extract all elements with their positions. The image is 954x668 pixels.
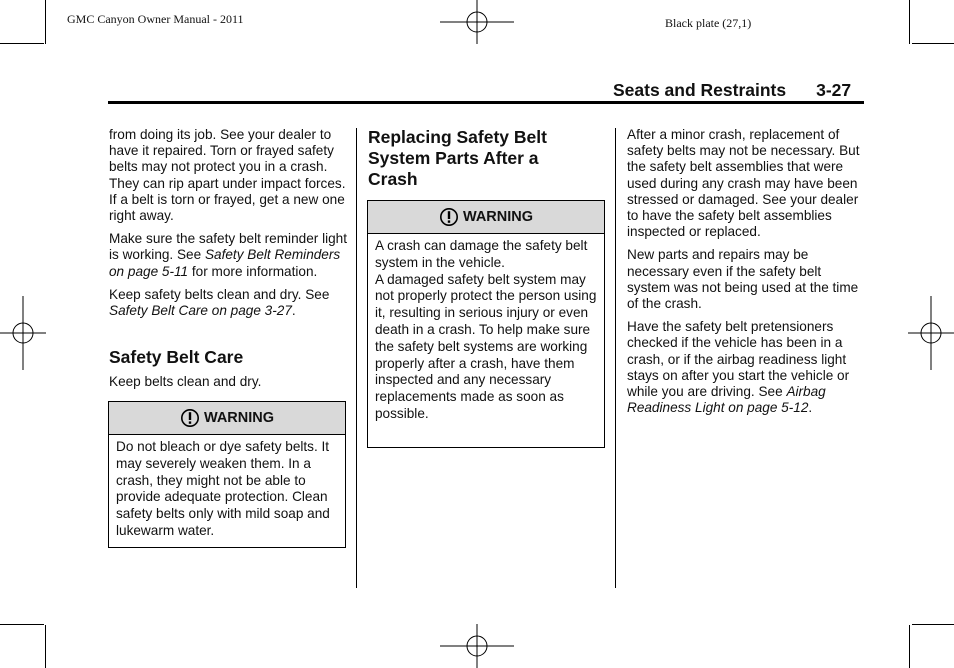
section-title: Seats and Restraints xyxy=(613,80,787,100)
warning-text: Do not bleach or dye safety belts. It may severely weaken them. In a crash, they might not be able to provide adequate protection. Clean safety belts only with mild soap and lukewarm water. xyxy=(116,439,330,538)
warning-label: WARNING xyxy=(203,410,275,426)
paragraph-block xyxy=(109,374,349,397)
warning-body xyxy=(368,234,604,423)
cross-reference: Airbag Readiness Light on page 5-12 xyxy=(627,384,826,416)
paragraph: Have the safety belt pretensioners checked if the vehicle has been in a crash, or if the airbag readiness light stays on after you start the vehicle or while you are driving. See Airbag Readiness Light on page 5-12. xyxy=(627,319,850,416)
warning-box xyxy=(108,401,346,548)
cross-reference: Safety Belt Care on page 3-27 xyxy=(109,303,292,319)
crop-mark xyxy=(909,0,910,44)
warning-body xyxy=(109,435,345,540)
header-rule xyxy=(108,101,864,104)
paragraph: Keep safety belts clean and dry. See Safety Belt Care on page 3-27. xyxy=(109,286,330,319)
column-divider xyxy=(615,128,616,588)
crop-mark xyxy=(912,43,954,44)
column-1 xyxy=(109,127,349,326)
crop-mark xyxy=(45,0,46,44)
warning-header xyxy=(109,402,345,435)
paragraph: from doing its job. See your dealer to have it repaired. Torn or frayed safety belts may not protect you in a crash. They can rip apart under impact forces. If a belt is torn or frayed, get a new one right away. xyxy=(109,127,346,224)
page-number: 3-27 xyxy=(816,80,852,100)
warning-text: A crash can damage the safety belt system in the vehicle. xyxy=(375,238,588,270)
warning-text: A damaged safety belt system may not properly protect the person using it, resulting in serious injury or even death in a crash. To help make sure the safety belt systems are working properly after a crash, have them inspected and any necessary replacements made as soon as possible. xyxy=(375,271,597,421)
crop-mark xyxy=(0,43,44,44)
warning-box xyxy=(367,200,605,448)
warning-label: WARNING xyxy=(462,209,534,225)
registration-mark-icon xyxy=(908,296,954,370)
warning-icon xyxy=(439,207,459,227)
paragraph: Make sure the safety belt reminder light is working. See Safety Belt Reminders on page 5-11 for more information. xyxy=(109,231,348,279)
registration-mark-icon xyxy=(440,0,514,44)
crop-mark xyxy=(45,625,46,668)
column-3 xyxy=(627,127,867,423)
registration-mark-icon xyxy=(440,624,514,668)
crop-mark xyxy=(0,624,44,625)
plate-label: Black plate (27,1) xyxy=(665,16,752,30)
paragraph: After a minor crash, replacement of safety belts may not be necessary. But the safety belt assemblies that were used during any crash may have been stressed or damaged. See your dealer to have the safety belt assemblies inspected or replaced. xyxy=(627,127,860,240)
paragraph: New parts and repairs may be necessary even if the safety belt system was not being used at the time of the crash. xyxy=(627,247,859,312)
section-header xyxy=(613,80,851,101)
crop-mark xyxy=(912,624,954,625)
paragraph: Keep belts clean and dry. xyxy=(109,374,262,389)
warning-header xyxy=(368,201,604,234)
manual-title: GMC Canyon Owner Manual - 2011 xyxy=(67,12,244,26)
section-heading: Replacing Safety Belt System Parts After a Crash xyxy=(368,127,547,189)
cross-reference: Safety Belt Reminders on page 5-11 xyxy=(109,247,341,279)
warning-icon xyxy=(180,408,200,428)
registration-mark-icon xyxy=(0,296,46,370)
crop-mark xyxy=(909,625,910,668)
section-heading: Safety Belt Care xyxy=(109,347,244,367)
column-divider xyxy=(356,128,357,588)
